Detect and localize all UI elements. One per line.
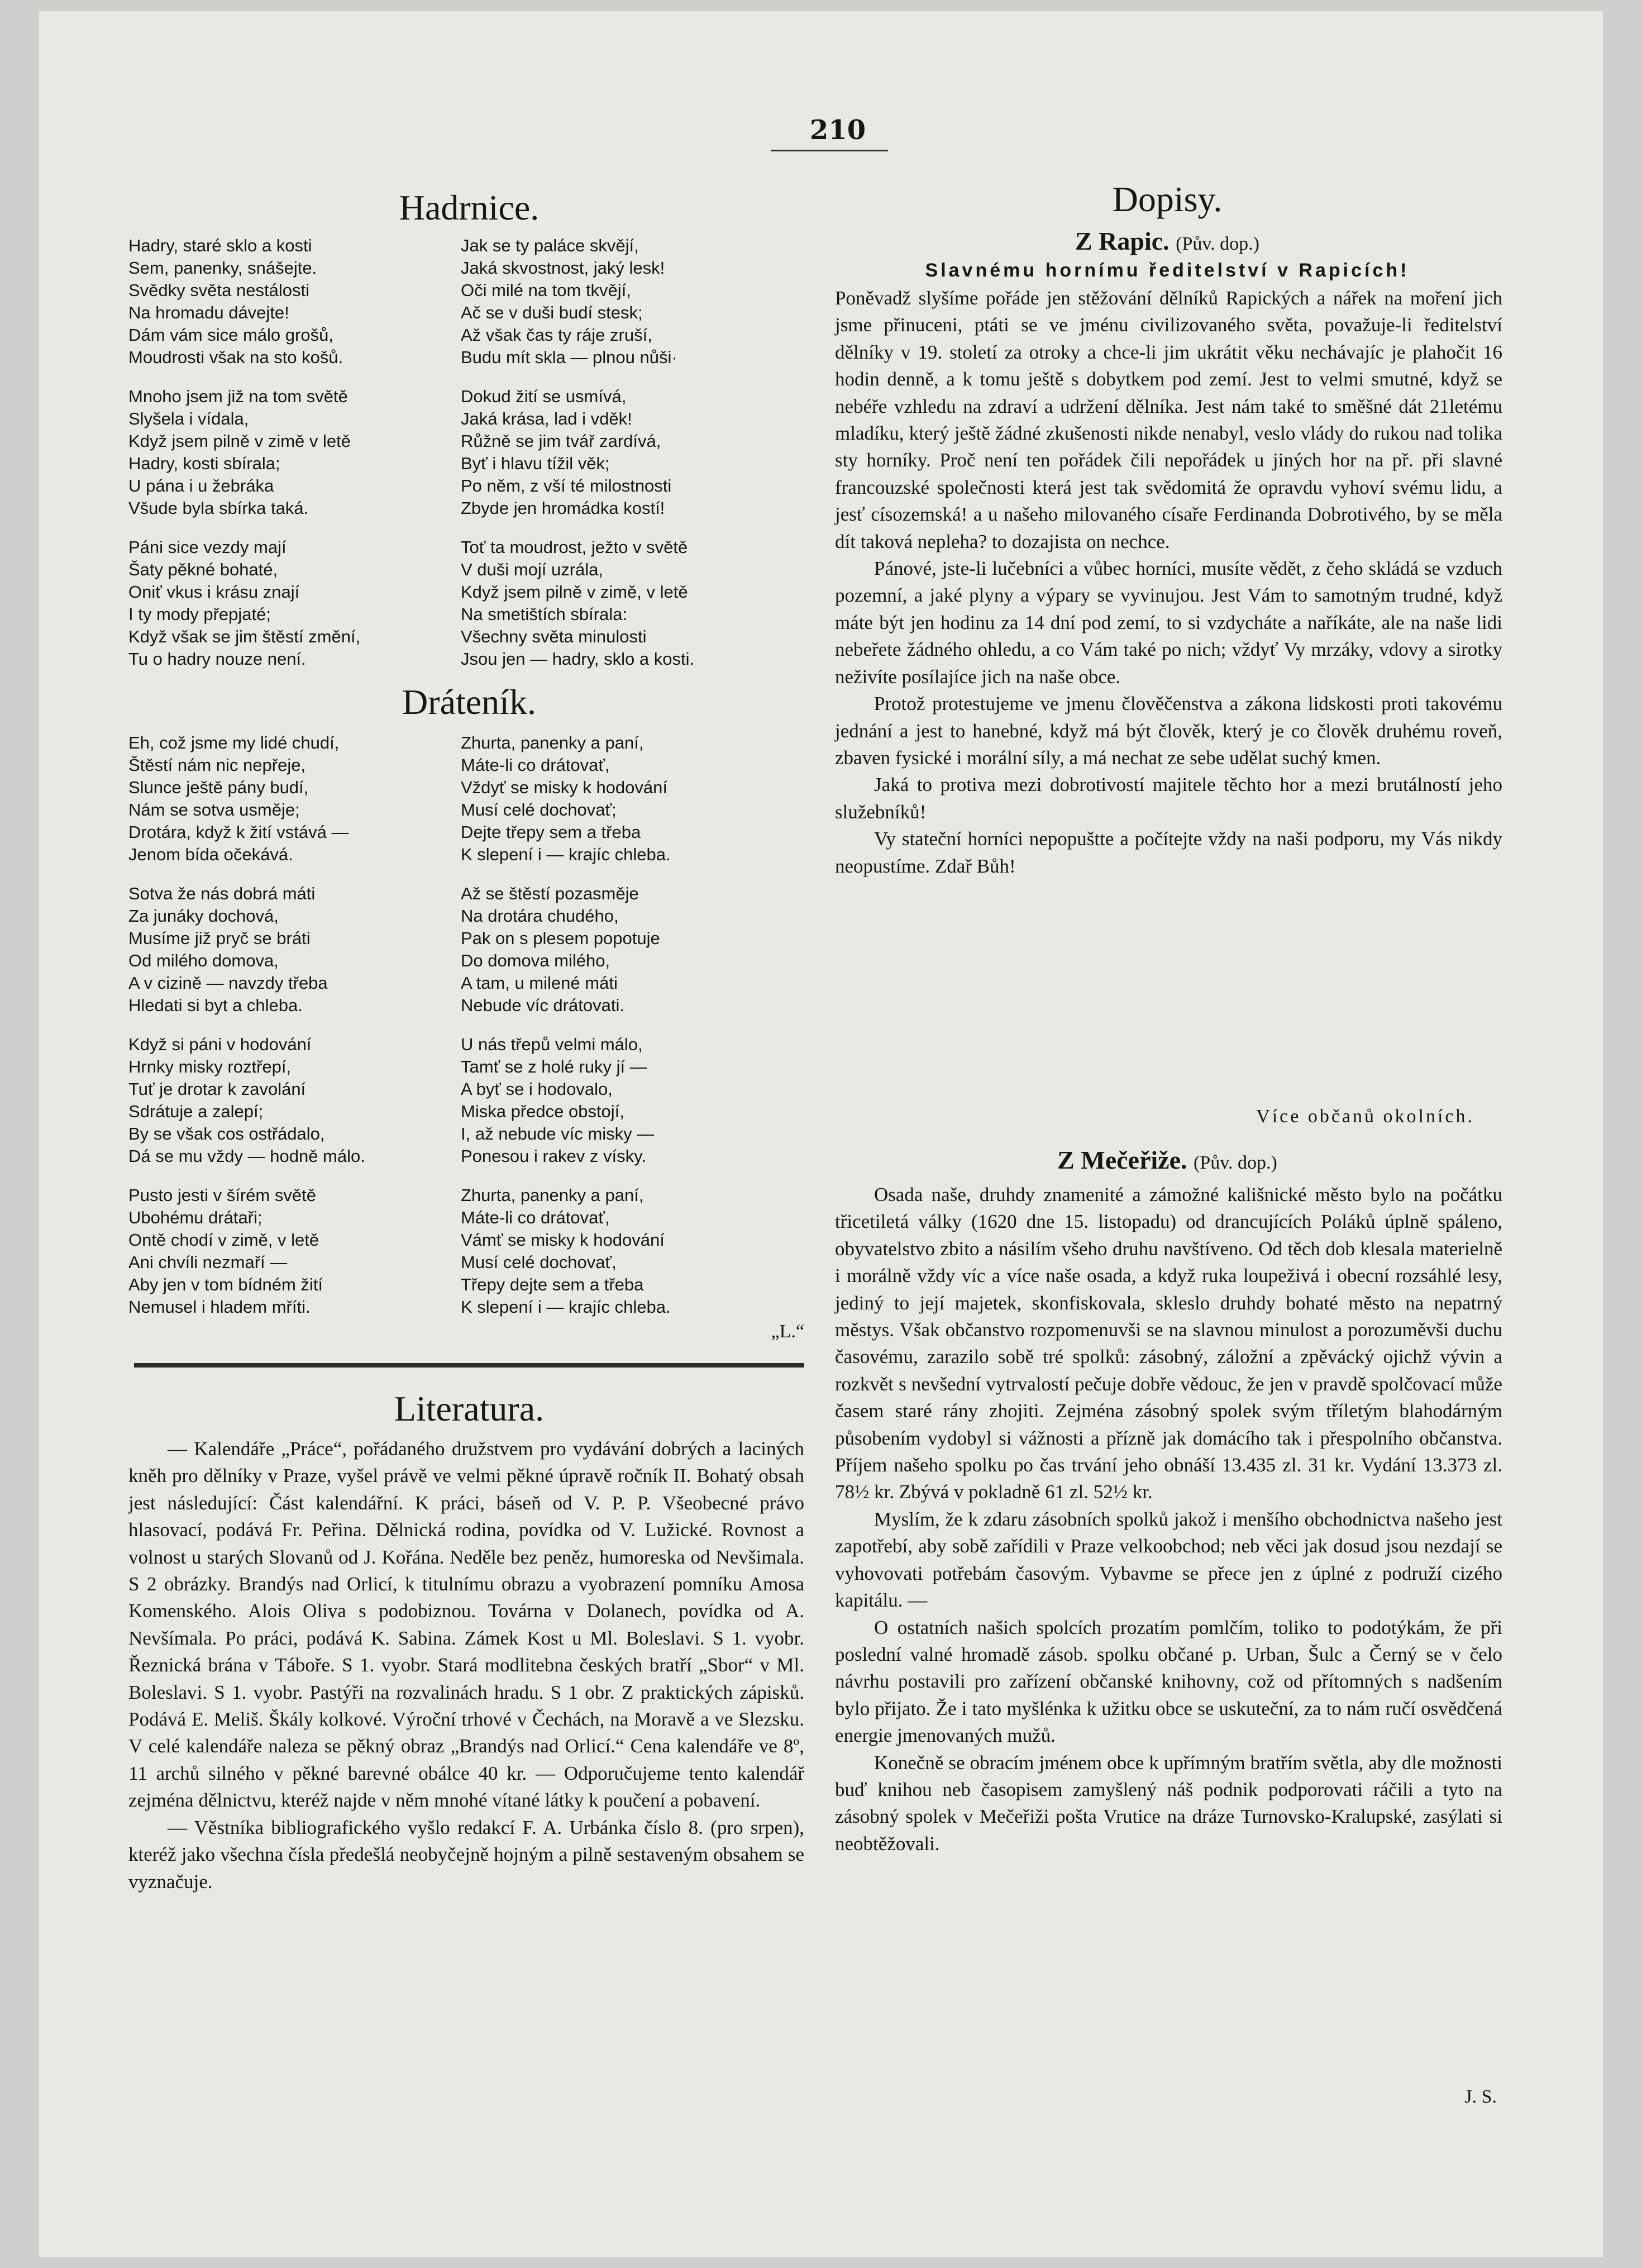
letter-signature-meceriz: J. S.	[1464, 2086, 1497, 2107]
poem-stanza	[128, 1033, 441, 1168]
poem-line: Slunce ještě pány budí,	[128, 778, 309, 797]
poem-line: Páni sice vezdy mají	[128, 537, 287, 557]
poem-line: By se však cos ostřádalo,	[128, 1124, 325, 1143]
poem-line: Musí celé dochovať,	[461, 1252, 617, 1272]
poem-line: Nemusel i hladem mříti.	[128, 1297, 311, 1317]
poem-stanza	[128, 732, 441, 866]
poem-line: Pusto jesti v šírém světě	[128, 1185, 316, 1205]
section-divider	[134, 1363, 804, 1368]
poem-line: Za junáky dochová,	[128, 906, 279, 926]
poem-line: Zbyde jen hromádka kostí!	[461, 498, 665, 518]
literature-body	[128, 1436, 804, 1895]
poem-stanza	[128, 385, 441, 520]
page-number-rule	[771, 150, 888, 151]
poem-line: A v cizině — navzdy třeba	[128, 973, 328, 993]
letter-place: Z Rapic.	[1075, 227, 1170, 255]
poem-line: Tu o hadry nouze není.	[128, 649, 306, 669]
poem-line: Jak se ty paláce skvějí,	[461, 236, 639, 255]
poem-line: Když si páni v hodování	[128, 1035, 312, 1054]
poem-line: Všechny světa minulosti	[461, 627, 647, 646]
poem-stanza	[128, 883, 441, 1017]
letter-paragraph: Protož protestujeme ve jmenu člověčenstva a zákona lidskosti proti takovému jednání a jest to hanebné, když má být člověk, který je co člověk druhému roveň, zbaven fysické i morální síly, a má nechat ze sebe udělat suchý kmen.	[835, 693, 1502, 769]
poem-line: Od milého domova,	[128, 951, 279, 970]
poem-line: Drotára, když k žití vstává —	[128, 822, 349, 842]
poem-line: Zhurta, panenky a paní,	[461, 1185, 644, 1205]
poem-line: Sdrátuje a zalepí;	[128, 1102, 264, 1121]
poem-line: Byť i hlavu tížil věk;	[461, 454, 610, 473]
poem-line: A tam, u milené máti	[461, 973, 618, 993]
poem-line: Slyšela i vídala,	[128, 409, 249, 428]
poem-line: A byť se i hodovalo,	[461, 1079, 613, 1099]
poem-title-dratenik: Dráteník.	[402, 682, 536, 722]
section-title-literatura: Literatura.	[394, 1389, 545, 1428]
poem-hadrnice-right-column	[461, 235, 813, 687]
poem-line: Ani chvíli nezmaří —	[128, 1252, 288, 1272]
poem-line: Miska předce obstojí,	[461, 1102, 624, 1121]
poem-line: Po něm, z vší té milostnosti	[461, 476, 672, 495]
poem-line: Štěstí nám nic nepřeje,	[128, 755, 306, 775]
letter-source: (Pův. dop.)	[1176, 234, 1260, 254]
poem-stanza	[461, 732, 813, 866]
letter-paragraph: Vy stateční horníci nepopuštte a počítejte vždy na naši podporu, my Vás nikdy neopustíme. Zdař Bůh!	[835, 828, 1502, 877]
letter-paragraph: Konečně se obracím jménem obce k upřímným bratřím světla, aby dle možnosti buď knihou neb časopisem zamyšlený náš podnik podporovati ráčili a tyto na zásobný spolek v Mečeřiži pošta Vrutice na dráze Turnovsko-Kralupské, zasýlati si neobtěžovali.	[835, 1751, 1502, 1855]
letter-heading-rapic	[832, 226, 1502, 256]
poem-line: Ubohému drátaři;	[128, 1208, 262, 1227]
poem-line: Hrnky misky roztřepí,	[128, 1057, 292, 1076]
letter-paragraph: O ostatních našich spolcích prozatím pomlčím, toliko to podotýkám, že při poslední valné hromadě zásob. spolku občané p. Urban, Šulc a Černý se v čelo návrhu postavili pro zařízení občanské knihovny, což od přítomných s nadšením bylo přijato. Že i tato myšlénka k užitku obce se uskuteční, za to nám ručí osvědčená energie jmenovaných mužů.	[835, 1616, 1502, 1747]
letter-paragraph: Jaká to protiva mezi dobrotivostí majitele těchto hor a mezi brutálností jeho služebníků!	[835, 774, 1502, 823]
poem-line: Mnoho jsem již na tom světě	[128, 387, 348, 406]
poem-line: Když jsem pilně v zimě, v letě	[461, 582, 688, 602]
literature-paragraph: — Kalendáře „Práce“, pořádaného družstvem pro vydávání dobrých a laciných kněh pro dělníky v Praze, vyšel právě ve velmi pěkné úpravě ročník II. Bohatý obsah jest následující: Část kalendářní. K práci, báseň od V. P. P. Všeobecné právo hlasovací, podává Fr. Peřina. Dělnická rodina, povídka od V. Lužické. Rovnost a volnost u starých Slovanů od J. Kořána. Neděle bez peněz, humoreska od Nevšimala. S 2 obrázky. Brandýs nad Orlicí, k titulnímu obrazu a vyobrazení pomníku Amosa Komenského. Alois Oliva s podobiznou. Továrna v Dolanech, povídka od A. Nevšímala. Po práci, podává K. Sabina. Zámek Kost u Ml. Boleslavi. S 1. vyobr. Řeznická brána v Táboře. S 1. vyobr. Stará modlitebna českých bratří „Sbor“ v Ml. Boleslavi. S 1. vyobr. Pastýři na rozvalinách hradu. S 1 obr. Z praktických zápisků. Podává E. Meliš. Škály kolkové. Výroční trhové v Čechách, na Moravě a ve Slezsku. V celé kalendáře naleza se pěkný obraz „Brandýs nad Orlicí.“ Cena kalendáře ve 8º, 11 archů silného v pěkné barevné obálce 40 kr. — Odporučujeme tento kalendář zejména dělnictvu, kteréž najde v něm mnohé vítané látky k poučení a pobavení.	[128, 1438, 804, 1812]
poem-line: Musí celé dochovať;	[461, 800, 617, 819]
page-number: 210	[809, 115, 866, 146]
poem-line: Nebude víc drátovati.	[461, 995, 624, 1015]
poem-line: Toť ta moudrost, ježto v světě	[461, 537, 688, 557]
letter-source: (Pův. dop.)	[1194, 1152, 1277, 1173]
poem-line: Oniť vkus i krásu znají	[128, 582, 300, 602]
poem-stanza	[128, 536, 441, 670]
poem-line: Máte-li co drátovať,	[461, 1208, 610, 1227]
poem-line: Na hromadu dávejte!	[128, 303, 289, 322]
poem-line: Růžně se jim tvář zardívá,	[461, 431, 661, 451]
poem-stanza	[461, 235, 813, 369]
poem-line: Hadry, staré sklo a kosti	[128, 236, 312, 255]
literature-paragraph: — Věstníka bibliografického vyšlo redakcí F. A. Urbánka číslo 8. (pro srpen), kteréž jako všechna čísla předešlá neobyčejně hojným a pilně sestaveným obsahem se vyznačuje.	[128, 1816, 804, 1893]
poem-line: Sotva že nás dobrá máti	[128, 884, 316, 903]
poem-line: K slepení i — krajíc chleba.	[461, 845, 671, 864]
poem-line: Aby jen v tom bídném žití	[128, 1275, 323, 1294]
poem-line: Ontě chodí v zimě, v letě	[128, 1230, 319, 1250]
poem-line: Musíme již pryč se bráti	[128, 928, 311, 948]
poem-line: Na drotára chudého,	[461, 906, 619, 926]
poem-line: Když však se jim štěstí změní,	[128, 627, 361, 646]
poem-stanza	[128, 235, 441, 369]
letter-signature-rapic: Více občanů okolních.	[1256, 1106, 1474, 1127]
letter-paragraph: Poněvadž slyšíme pořáde jen stěžování dělníků Rapických a nářek na moření jich jsme přinuceni, ptáti se ve jménu civilizovaného světa, považuje-li ředitelství dělníky v 19. století za otroky a chce-li jim ukrátit věku nechávajíc je plahočit 16 hodin denně, a k tomu ještě s dobytkem pod zemí. Jest to velmi smutné, když se nebéře vzhledu na zdraví a udržení dělníka. Jest nám také to směšné dát 21letému mladíku, který ještě žádné zkušenosti nikde nenabyl, veslo vlády do rukou nad tolika sty horníky. Proč není ten pořádek čili nepořádek u jiných hor na př. při slavné francouzské společnosti která jest tak svědomitá že opravdu vyhoví svému lidu, a jesť císozemská! a u našeho milovaného císaře Ferdinanda Dobrotivého, by se měla dít taková nepleha? to dozajista on nechce.	[835, 287, 1502, 552]
poem-line: Šaty pěkné bohaté,	[128, 560, 278, 579]
poem-line: Do domova milého,	[461, 951, 610, 970]
poem-line: Vámť se misky k hodování	[461, 1230, 665, 1250]
poem-line: Třepy dejte sem a třeba	[461, 1275, 644, 1294]
poem-line: Dám vám sice málo grošů,	[128, 325, 333, 345]
poem-line: Sem, panenky, snášejte.	[128, 258, 317, 278]
poem-line: Máte-li co drátovať,	[461, 755, 610, 775]
poem-line: Pak on s plesem popotuje	[461, 928, 660, 948]
letter-paragraph: Myslím, že k zdaru zásobních spolků jakož i menšího obchodnictva našeho jest zapotřebí, aby sobě zařídili v Praze velkoobchod; neb věci jak dosud jsou nezdají se vyhovovati potřebám časovým. Vybavme se přece jen z úplné z podruží cizého kapitálu. —	[835, 1508, 1502, 1612]
poem-line: Zhurta, panenky a paní,	[461, 733, 644, 752]
poem-line: Moudrosti však na sto košů.	[128, 347, 343, 367]
poem-line: Ponesou i rakev z vísky.	[461, 1146, 646, 1166]
poem-stanza	[461, 536, 813, 670]
poem-line: Všude byla sbírka taká.	[128, 498, 309, 518]
letter-address: Slavnému hornímu ředitelství v Rapicích!	[925, 260, 1410, 281]
poem-line: Ač se v duši budí stesk;	[461, 303, 643, 322]
poem-line: I, až nebude víc misky —	[461, 1124, 655, 1143]
letter-paragraph: Osada naše, druhdy znamenité a zámožné kališnické město bylo na počátku třicetiletá války (1620 dne 15. listopadu) od drancujících Poláků úplně spáleno, obyvatelstvo zbito a násilím všeho druhu navštíveno. Od těch dob klesala materielně i morálně vždy víc a více naše osada, a když ruka loupeživá i obecní rozsáhlé lesy, jediný to její majetek, skonfiskovala, skleslo druhdy bohaté město na nepatrný městys. Však občanstvo rozpomenuvši se na slavnou minulost a porozuměvši duchu časovému, zarazilo sobě tré spolků: zásobný, záložní a zpěvácký ojichž vývin a rozkvět s nevšední vytrvalostí pečuje dobře vědouc, že jen v pravdě spolčovací může časem staré rány zhojiti. Zejména zásobný spolek svým tříletým blahodárným působením vydobyl si vážnosti a přízně jak domácího tak i přespolního občanstva. Příjem našeho spolku po čas trvání jeho obnáší 13.435 zl. 31 kr. Vydání 13.373 zl. 78½ kr. Zbývá v pokladně 61 zl. 52½ kr.	[835, 1184, 1502, 1503]
poem-line: Na smetištích sbírala:	[461, 604, 628, 624]
poem-line: Dá se mu vždy — hodně málo.	[128, 1146, 365, 1166]
poem-dratenik-right-column	[461, 732, 813, 1335]
poem-stanza	[128, 1184, 441, 1318]
poem-line: Eh, což jsme my lidé chudí,	[128, 733, 340, 752]
poem-line: Jaká krása, lad i vděk!	[461, 409, 632, 428]
poem-stanza	[461, 385, 813, 520]
letter-body-meceriz	[835, 1181, 1502, 1857]
poem-line: V duši mojí uzrála,	[461, 560, 603, 579]
poem-line: Oči milé na tom tkvějí,	[461, 280, 631, 300]
poem-title-hadrnice: Hadrnice.	[399, 188, 540, 227]
poem-line: Tamť se z holé ruky jí —	[461, 1057, 647, 1076]
poem-line: Hadry, kosti sbírala;	[128, 454, 280, 473]
poem-line: Když jsem pilně v zimě v letě	[128, 431, 351, 451]
poem-line: Dokud žití se usmívá,	[461, 387, 627, 406]
poem-line: I ty mody přepjaté;	[128, 604, 271, 624]
poem-line: Jaká skvostnost, jaký lesk!	[461, 258, 665, 278]
letter-place: Z Mečeřiže.	[1057, 1146, 1187, 1174]
section-title-dopisy: Dopisy.	[1112, 179, 1223, 219]
poem-line: Budu mít skla — plnou nůši·	[461, 347, 677, 367]
poem-line: Svědky světa nestálosti	[128, 280, 309, 300]
poem-line: Až se štěstí pozasměje	[461, 884, 639, 903]
poem-line: Hledati si byt a chleba.	[128, 995, 303, 1015]
poem-line: U nás třepů velmi málo,	[461, 1035, 643, 1054]
poem-line: Vždyť se misky k hodování	[461, 778, 668, 797]
poem-line: Až však čas ty ráje zruší,	[461, 325, 652, 345]
poem-line: Jsou jen — hadry, sklo a kosti.	[461, 649, 695, 669]
poem-dratenik-left-column	[128, 732, 441, 1335]
poem-line: Nám se sotva usměje;	[128, 800, 300, 819]
poem-line: Tuť je drotar k zavolání	[128, 1079, 306, 1099]
poem-line: K slepení i — krajíc chleba.	[461, 1297, 671, 1317]
letter-body-rapic	[835, 285, 1502, 880]
poem-stanza	[461, 1033, 813, 1168]
poem-signature: „L.“	[771, 1321, 804, 1342]
poem-line: Dejte třepy sem a třeba	[461, 822, 641, 842]
poem-stanza	[461, 883, 813, 1017]
poem-hadrnice-left-column	[128, 235, 441, 687]
poem-line: Jenom bída očekává.	[128, 845, 293, 864]
letter-paragraph: Pánové, jste-li lučebníci a vůbec horníci, musíte vědět, z čeho skládá se vzduch pozemní, a jaké plyny a výpary se vyvinujou. Jest Vám to samotným trudné, když máte být jen hodinu za 14 dní pod zemí, to si vzdycháte a naříkáte, ale na naše lidi nebeřete žádného ohledu, a co Vám také po nich; vždyť Vy mrzáky, vdovy a sirotky neživíte posílajíce jich na naše obce.	[835, 558, 1502, 688]
poem-stanza	[461, 1184, 813, 1318]
letter-heading-meceriz	[832, 1145, 1502, 1175]
poem-line: U pána i u žebráka	[128, 476, 274, 495]
